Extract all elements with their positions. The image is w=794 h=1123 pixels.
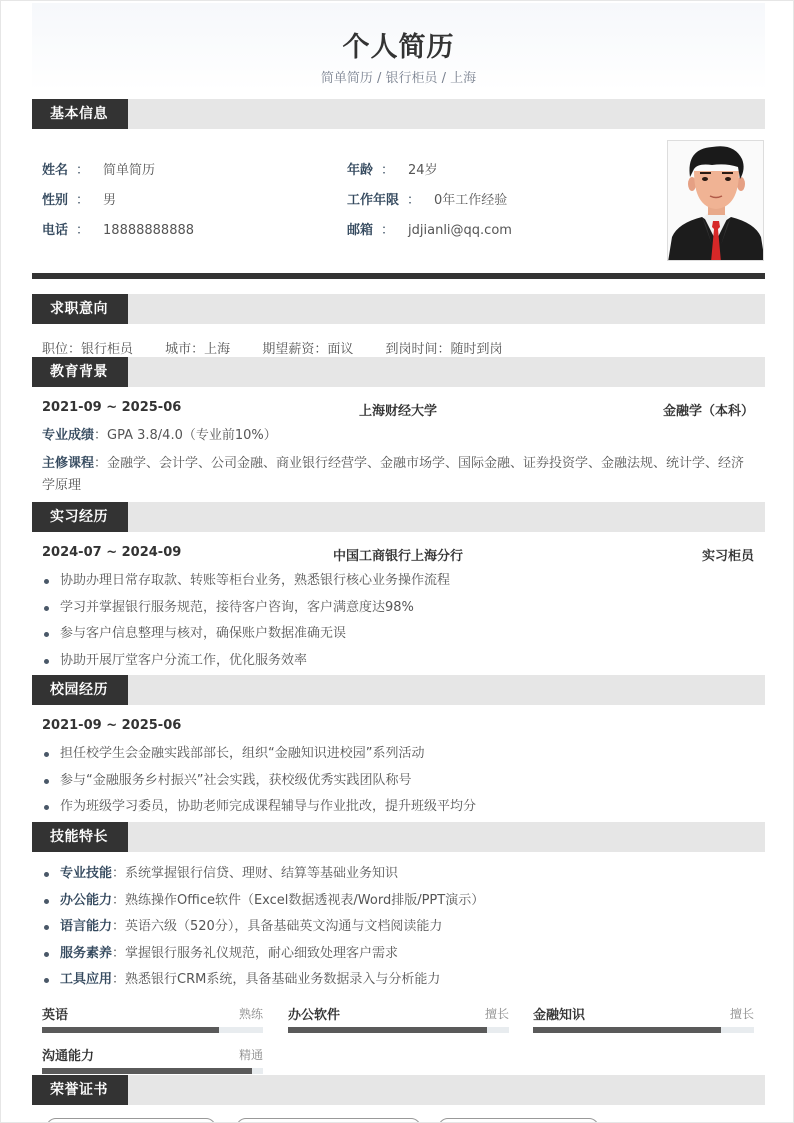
campus-row — [42, 718, 754, 736]
avatar — [667, 140, 764, 261]
progress-track — [533, 1027, 754, 1033]
section-header-basic — [32, 99, 765, 129]
certificate-badge — [438, 1118, 599, 1123]
section-header-skills — [32, 822, 765, 852]
skill-bar-finance — [533, 1004, 754, 1034]
intent-availability: 到岗时间：随时到岗 — [385, 342, 503, 357]
skill-label: 专业技能 — [60, 866, 113, 881]
section-title: 技能特长 — [32, 822, 128, 852]
education-period: 2021-09 ~ 2025-06 — [42, 400, 182, 415]
info-gender — [42, 192, 116, 210]
colon: ： — [381, 223, 395, 238]
colon: ： — [381, 163, 395, 178]
skill-text: ：系统掌握银行信贷、理财、结算等基础业务知识 — [112, 866, 399, 881]
skill-bar-level: 擅长 — [484, 1007, 509, 1021]
list-item: 协助办理日常存取款、转账等柜台业务，熟悉银行核心业务操作流程 — [42, 571, 757, 598]
section-title: 求职意向 — [32, 294, 128, 324]
intent-salary: 期望薪资：面议 — [262, 342, 354, 357]
skill-bar-name: 沟通能力 — [42, 1049, 95, 1064]
skill-label: 服务素养 — [60, 945, 113, 961]
age-label: 年龄 — [347, 163, 374, 178]
skill-bar-level: 熟练 — [238, 1007, 263, 1021]
education-major: 金融学（本科） — [662, 404, 754, 419]
page-title: 个人简历 — [342, 32, 455, 63]
years-label: 工作年限 — [347, 193, 400, 208]
phone-value: 18888888888 — [103, 223, 195, 238]
skill-bar-office — [288, 1004, 509, 1034]
skill-label: 语言能力 — [60, 919, 113, 934]
list-item: 协助开展厅堂客户分流工作，优化服务效率 — [42, 651, 757, 678]
list-item — [42, 917, 757, 944]
colon: ： — [76, 163, 90, 178]
section-title: 校园经历 — [32, 675, 128, 705]
list-item — [42, 944, 757, 971]
internship-company: 中国工商银行上海分行 — [332, 549, 463, 564]
skill-text: ：熟练操作Office软件（Excel数据透视表/Word排版/PPT演示） — [112, 892, 485, 908]
progress-fill — [533, 1027, 721, 1033]
skill-bar-communication — [42, 1045, 263, 1075]
name-label: 姓名 — [42, 163, 69, 178]
info-age — [347, 162, 438, 180]
list-item: 参与“金融服务乡村振兴”社会实践，获校级优秀实践团队称号 — [42, 771, 757, 798]
section-header-honors — [32, 1075, 765, 1105]
colon: ： — [76, 193, 90, 208]
list-item — [42, 864, 757, 891]
skill-text: ：熟悉银行CRM系统，具备基础业务数据录入与分析能力 — [112, 972, 441, 987]
skill-text: ：掌握银行服务礼仪规范，耐心细致处理客户需求 — [112, 945, 399, 961]
years-value: 0年工作经验 — [434, 193, 508, 208]
gender-label: 性别 — [42, 193, 69, 208]
campus-list — [42, 744, 757, 824]
certificate-badge — [236, 1118, 421, 1123]
progress-fill — [42, 1068, 252, 1074]
email-label: 邮箱 — [347, 223, 374, 238]
section-header-campus — [32, 675, 765, 705]
list-item — [42, 970, 757, 997]
section-title: 教育背景 — [32, 357, 128, 387]
phone-label: 电话 — [42, 223, 69, 238]
progress-track — [42, 1068, 263, 1074]
email-value: jdjianli@qq.com — [408, 223, 512, 238]
intent-city: 城市：上海 — [165, 342, 231, 357]
resume-header — [32, 3, 765, 91]
skill-bar-name: 金融知识 — [533, 1008, 586, 1023]
internship-period: 2024-07 ~ 2024-09 — [42, 545, 182, 560]
list-item: 作为班级学习委员，协助老师完成课程辅导与作业批改，提升班级平均分 — [42, 797, 757, 824]
education-row — [42, 400, 754, 418]
gpa-label: 专业成绩 — [42, 428, 95, 443]
skill-text: ：英语六级（520分），具备基础英文沟通与文档阅读能力 — [112, 919, 443, 934]
section-header-internship — [32, 502, 765, 532]
age-value: 24岁 — [408, 163, 438, 178]
colon: ： — [76, 223, 90, 238]
certificate-badge — [46, 1118, 216, 1123]
name-value: 简单简历 — [103, 163, 156, 178]
list-item: 学习并掌握银行服务规范，接待客户咨询，客户满意度达98% — [42, 598, 757, 625]
info-name — [42, 162, 155, 180]
portrait-illustration-icon — [668, 141, 764, 261]
section-header-education — [32, 357, 765, 387]
section-title: 实习经历 — [32, 502, 128, 532]
skill-bar-level: 擅长 — [729, 1007, 754, 1021]
job-intent — [42, 338, 530, 357]
skill-label: 工具应用 — [60, 972, 113, 987]
gender-value: 男 — [103, 193, 117, 208]
education-courses — [42, 453, 757, 497]
skill-bar-name: 办公软件 — [288, 1008, 341, 1023]
education-gpa — [42, 425, 757, 447]
list-item: 参与客户信息整理与核对，确保账户数据准确无误 — [42, 624, 757, 651]
intent-position: 职位：银行柜员 — [42, 342, 134, 357]
header-divider — [32, 273, 765, 279]
skill-bar-name: 英语 — [42, 1008, 69, 1023]
skill-bar-english — [42, 1004, 263, 1034]
list-item: 担任校学生会金融实践部部长，组织“金融知识进校园”系列活动 — [42, 744, 757, 771]
internship-role: 实习柜员 — [701, 549, 754, 564]
skills-list — [42, 864, 757, 997]
section-header-intent — [32, 294, 765, 324]
section-title: 基本信息 — [32, 99, 128, 129]
progress-fill — [42, 1027, 219, 1033]
info-email — [347, 222, 512, 240]
colon: ： — [407, 193, 421, 208]
progress-track — [288, 1027, 509, 1033]
section-title: 荣誉证书 — [32, 1075, 128, 1105]
list-item — [42, 891, 757, 918]
info-years — [347, 192, 507, 210]
internship-list — [42, 571, 757, 677]
page-subtitle: 简单简历 / 银行柜员 / 上海 — [320, 71, 477, 86]
skill-label: 办公能力 — [60, 892, 113, 908]
gpa-value: ：GPA 3.8/4.0（专业前10%） — [94, 428, 277, 443]
skill-bar-level: 精通 — [238, 1048, 263, 1062]
education-school: 上海财经大学 — [358, 404, 437, 419]
info-phone — [42, 222, 194, 240]
internship-row — [42, 545, 754, 563]
courses-value: ：金融学、会计学、公司金融、商业银行经营学、金融市场学、国际金融、证券投资学、金融法规、统计学、经济学原理 — [42, 456, 745, 493]
progress-fill — [288, 1027, 487, 1033]
campus-period: 2021-09 ~ 2025-06 — [42, 718, 182, 733]
courses-label: 主修课程 — [42, 456, 95, 471]
progress-track — [42, 1027, 263, 1033]
